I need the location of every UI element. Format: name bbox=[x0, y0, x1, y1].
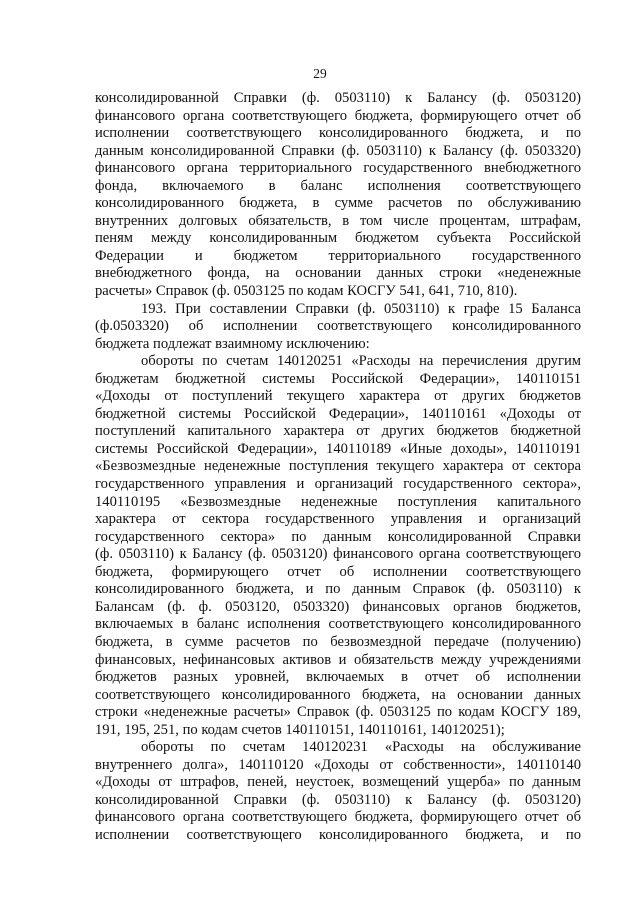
text-line: государственного сектора» по данным консолидированной Справки bbox=[95, 528, 581, 545]
text-line: характера от сектора государственного управления и организаций bbox=[95, 511, 581, 528]
text-line: (ф. 0503110) к Балансу (ф. 0503120) финансового органа соответствующего bbox=[95, 546, 581, 563]
text-line: «Доходы от штрафов, пеней, неустоек, возмещений ущерба» по данным bbox=[95, 774, 581, 791]
text-line: консолидированного бюджета, в сумме расчетов по обслуживанию bbox=[95, 195, 581, 212]
text-line: 191, 195, 251, по кодам счетов 140110151, 140110161, 140120251); bbox=[95, 721, 505, 738]
text-line: пеням между консолидированным бюджетом субъекта Российской bbox=[95, 230, 581, 247]
text-line: Федерации и бюджетом территориального государственного bbox=[95, 247, 581, 264]
text-line: обороты по счетам 140120251 «Расходы на перечисления другим bbox=[141, 353, 581, 370]
text-line: строки «неденежные расчеты» Справок (ф. 0503125 по кодам КОСГУ 189, bbox=[95, 704, 581, 721]
text-line: консолидированной Справки (ф. 0503110) к Балансу (ф. 0503120) bbox=[95, 791, 581, 808]
text-line: консолидированной Справки (ф. 0503110) к Балансу (ф. 0503120) bbox=[95, 90, 581, 106]
paragraph bbox=[95, 353, 581, 739]
text-line: внутренних долговых обязательств, в том числе процентам, штрафам, bbox=[95, 212, 581, 229]
text-line: данным консолидированной Справки (ф. 0503110) к Балансу (ф. 0503320) bbox=[95, 142, 581, 159]
text-line: 193. При составлении Справки (ф. 0503110) к графе 15 Баланса bbox=[141, 300, 581, 317]
text-line: внутреннего долга», 140110120 «Доходы от собственности», 140110140 bbox=[95, 756, 581, 773]
text-line: бюджета, формирующего отчет об исполнении соответствующего bbox=[95, 563, 581, 580]
text-line: бюджетам бюджетной системы Российской Федерации», 140110151 bbox=[95, 370, 581, 387]
text-line: исполнении соответствующего консолидированного бюджета, и по bbox=[95, 125, 581, 142]
document-body bbox=[95, 90, 581, 845]
text-line: (ф.0503320) об исполнении соответствующего консолидированного bbox=[95, 318, 581, 335]
text-line: финансового органа территориального государственного внебюджетного bbox=[95, 160, 581, 177]
text-line: бюджета, в сумме расчетов по безвозмездной передаче (получению) bbox=[95, 633, 581, 650]
text-line: «Безвозмездные неденежные поступления текущего характера от сектора bbox=[95, 458, 581, 475]
paragraph bbox=[95, 90, 581, 301]
text-line: обороты по счетам 140120231 «Расходы на обслуживание bbox=[141, 739, 581, 756]
text-line: Балансам (ф. ф. 0503120, 0503320) финансовых органов бюджетов, bbox=[95, 598, 581, 615]
text-line: 140110195 «Безвозмездные неденежные поступления капитального bbox=[95, 493, 581, 510]
text-line: государственного управления и организаций государственного сектора», bbox=[95, 476, 581, 493]
text-line: системы Российской Федерации», 140110189 «Иные доходы», 140110191 bbox=[95, 440, 581, 457]
text-line: расчеты» Справок (ф. 0503125 по кодам КОСГУ 541, 641, 710, 810). bbox=[95, 283, 518, 300]
page-number: 29 bbox=[313, 66, 327, 81]
text-line: фонда, включаемого в баланс исполнения соответствующего bbox=[95, 177, 581, 194]
text-line: исполнении соответствующего консолидированного бюджета, и по bbox=[95, 826, 581, 843]
text-line: бюджета подлежат взаимному исключению: bbox=[95, 335, 370, 352]
text-line: консолидированного бюджета, и по данным Справок (ф. 0503110) к bbox=[95, 581, 581, 598]
text-line: финансовых, нефинансовых активов и обязательств между учреждениями bbox=[95, 651, 581, 668]
text-line: бюджетов разных уровней, включаемых в отчет об исполнении bbox=[95, 669, 581, 686]
paragraph bbox=[95, 301, 581, 354]
text-line: соответствующего консолидированного бюджета, на основании данных bbox=[95, 686, 581, 703]
text-line: включаемых в баланс исполнения соответствующего консолидированного bbox=[95, 616, 581, 633]
text-line: финансового органа соответствующего бюджета, формирующего отчет об bbox=[95, 809, 581, 826]
text-line: «Доходы от поступлений текущего характера от других бюджетов bbox=[95, 388, 581, 405]
text-line: бюджетной системы Российской Федерации», 140110161 «Доходы от bbox=[95, 405, 581, 422]
text-line: финансового органа соответствующего бюджета, формирующего отчет об bbox=[95, 107, 581, 124]
paragraph bbox=[95, 739, 581, 844]
text-line: поступлений капитального характера от других бюджетов бюджетной bbox=[95, 423, 581, 440]
text-line: внебюджетного фонда, на основании данных строки «неденежные bbox=[95, 265, 581, 282]
